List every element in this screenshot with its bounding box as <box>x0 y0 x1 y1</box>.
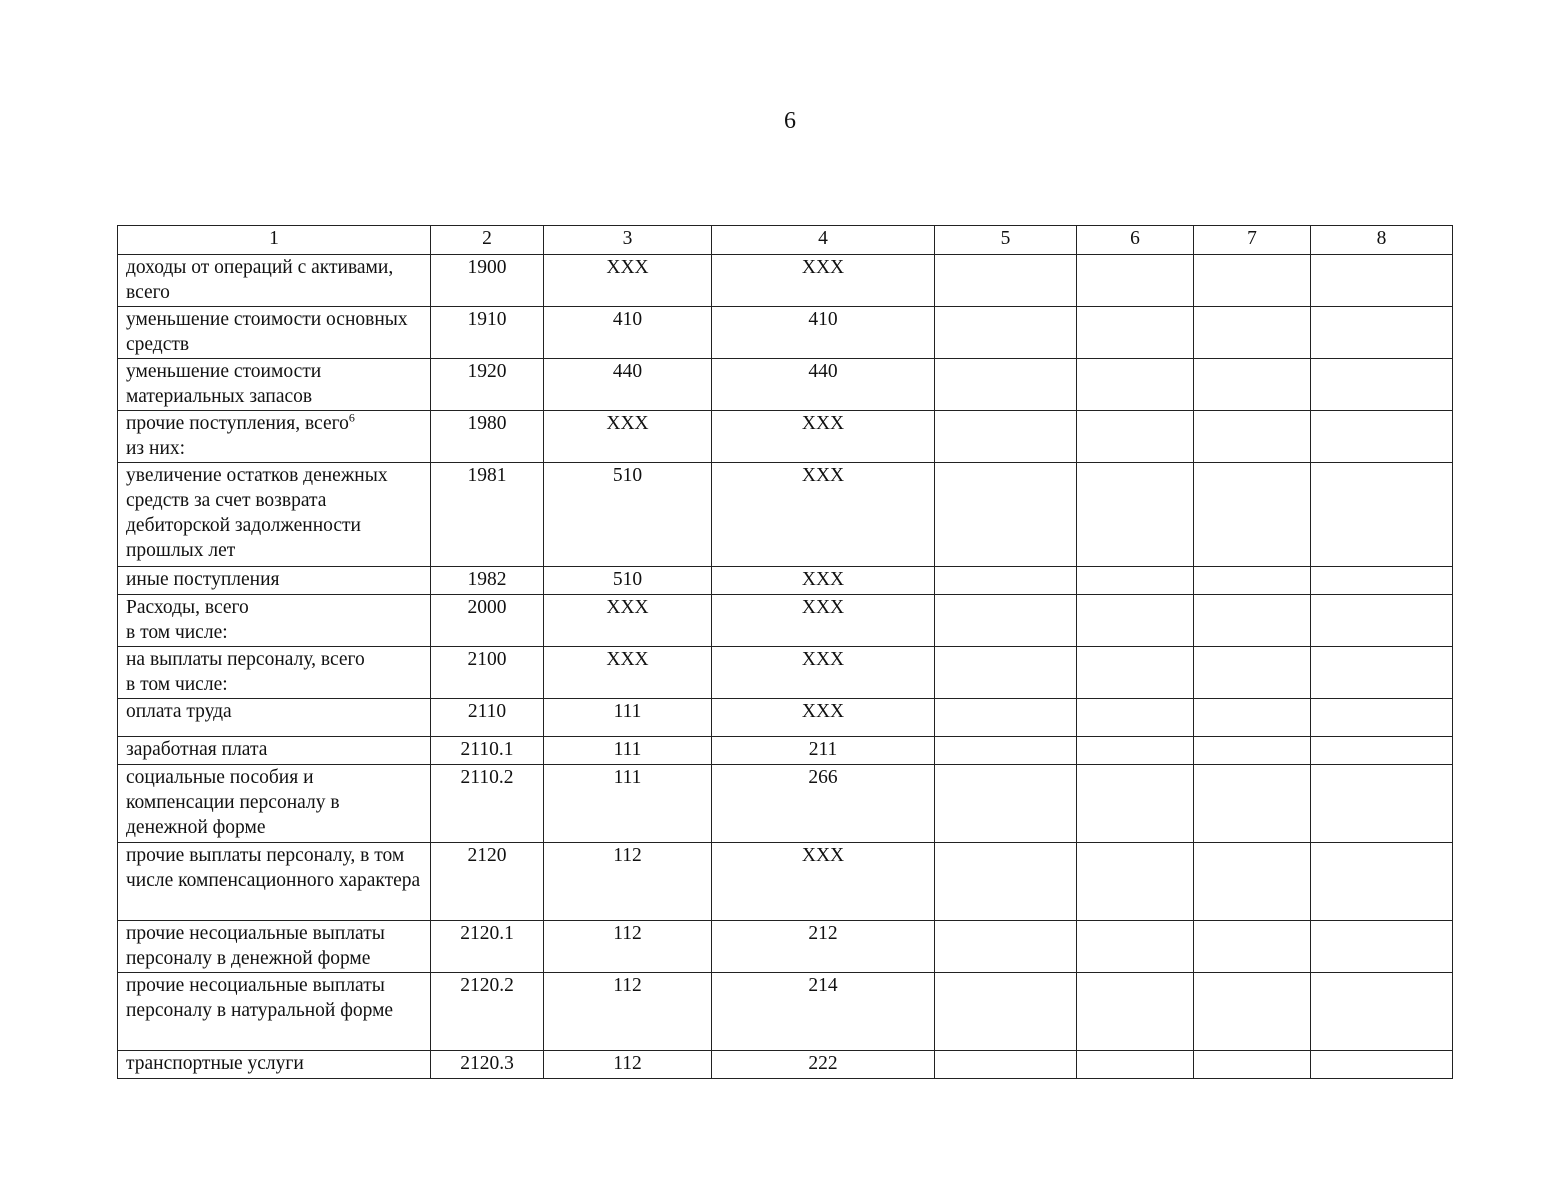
cell-c7 <box>1194 973 1311 1051</box>
cell-code: 2100 <box>431 647 544 699</box>
cell-c7 <box>1194 411 1311 463</box>
cell-kosgu-3: 111 <box>544 699 712 737</box>
table-row <box>118 359 1453 411</box>
table-row <box>118 411 1453 463</box>
cell-c8 <box>1311 737 1453 765</box>
cell-kosgu-3: XXX <box>544 647 712 699</box>
row-name-cell <box>118 973 431 1051</box>
cell-c5 <box>935 765 1077 843</box>
cell-kosgu-3: 510 <box>544 567 712 595</box>
row-name-cell <box>118 463 431 567</box>
cell-c5 <box>935 921 1077 973</box>
cell-code: 2000 <box>431 595 544 647</box>
cell-c7 <box>1194 1051 1311 1079</box>
header-row <box>118 226 1453 255</box>
row-name: социальные пособия и компенсации персоналу в денежной форме <box>126 767 340 838</box>
cell-kosgu-3: 510 <box>544 463 712 567</box>
cell-code: 2110.2 <box>431 765 544 843</box>
table-row <box>118 463 1453 567</box>
cell-c8 <box>1311 843 1453 921</box>
row-name-cell <box>118 737 431 765</box>
cell-c6 <box>1077 411 1194 463</box>
cell-code: 1920 <box>431 359 544 411</box>
row-name: иные поступления <box>126 569 280 590</box>
header-cell: 3 <box>544 226 712 255</box>
cell-c7 <box>1194 595 1311 647</box>
cell-c8 <box>1311 307 1453 359</box>
cell-c6 <box>1077 1051 1194 1079</box>
cell-kosgu-3: 111 <box>544 765 712 843</box>
cell-kosgu-3: 410 <box>544 307 712 359</box>
cell-kosgu-4: 266 <box>712 765 935 843</box>
cell-c7 <box>1194 567 1311 595</box>
table-row <box>118 307 1453 359</box>
cell-code: 1910 <box>431 307 544 359</box>
cell-c7 <box>1194 647 1311 699</box>
cell-c7 <box>1194 843 1311 921</box>
row-name: заработная плата <box>126 739 268 760</box>
table-row <box>118 765 1453 843</box>
cell-code: 2120 <box>431 843 544 921</box>
row-name: прочие поступления, всего <box>126 413 349 434</box>
row-name-subtitle: в том числе: <box>126 674 228 695</box>
row-name: прочие выплаты персоналу, в том числе компенсационного характера <box>126 845 421 891</box>
cell-c6 <box>1077 765 1194 843</box>
cell-c5 <box>935 843 1077 921</box>
row-name-cell <box>118 567 431 595</box>
cell-kosgu-4: 222 <box>712 1051 935 1079</box>
row-name: доходы от операций с активами, всего <box>126 257 394 303</box>
cell-c6 <box>1077 921 1194 973</box>
cell-c8 <box>1311 921 1453 973</box>
cell-kosgu-4: XXX <box>712 411 935 463</box>
cell-kosgu-4: XXX <box>712 463 935 567</box>
cell-c7 <box>1194 765 1311 843</box>
cell-c8 <box>1311 647 1453 699</box>
row-name: транспортные услуги <box>126 1053 304 1074</box>
cell-code: 2120.1 <box>431 921 544 973</box>
cell-c5 <box>935 737 1077 765</box>
cell-c5 <box>935 647 1077 699</box>
cell-c8 <box>1311 973 1453 1051</box>
cell-c8 <box>1311 255 1453 307</box>
footnote-ref: 6 <box>348 410 355 425</box>
header-cell: 5 <box>935 226 1077 255</box>
cell-c5 <box>935 359 1077 411</box>
cell-c8 <box>1311 595 1453 647</box>
cell-kosgu-3: XXX <box>544 255 712 307</box>
cell-kosgu-4: XXX <box>712 595 935 647</box>
row-name-cell <box>118 307 431 359</box>
cell-kosgu-4: XXX <box>712 255 935 307</box>
cell-code: 2120.3 <box>431 1051 544 1079</box>
cell-c6 <box>1077 737 1194 765</box>
cell-c5 <box>935 307 1077 359</box>
cell-kosgu-4: 212 <box>712 921 935 973</box>
cell-kosgu-4: 214 <box>712 973 935 1051</box>
header-cell: 8 <box>1311 226 1453 255</box>
table-row <box>118 699 1453 737</box>
row-name-cell <box>118 843 431 921</box>
cell-kosgu-4: XXX <box>712 647 935 699</box>
cell-c6 <box>1077 647 1194 699</box>
row-name: Расходы, всего <box>126 597 249 618</box>
cell-c6 <box>1077 567 1194 595</box>
header-cell: 6 <box>1077 226 1194 255</box>
cell-kosgu-4: 211 <box>712 737 935 765</box>
header-cell: 4 <box>712 226 935 255</box>
cell-c7 <box>1194 359 1311 411</box>
cell-c6 <box>1077 255 1194 307</box>
row-name-cell <box>118 647 431 699</box>
table-row <box>118 255 1453 307</box>
cell-kosgu-3: 440 <box>544 359 712 411</box>
cell-c6 <box>1077 307 1194 359</box>
row-name: прочие несоциальные выплаты персоналу в денежной форме <box>126 923 385 969</box>
cell-c8 <box>1311 1051 1453 1079</box>
cell-code: 1981 <box>431 463 544 567</box>
cell-code: 1980 <box>431 411 544 463</box>
row-name-cell <box>118 765 431 843</box>
row-name: увеличение остатков денежных средств за счет возврата дебиторской задолженности прошлых лет <box>126 465 388 561</box>
table-row <box>118 1051 1453 1079</box>
financial-table-container <box>117 225 1452 1079</box>
table-row <box>118 647 1453 699</box>
cell-kosgu-3: 112 <box>544 973 712 1051</box>
row-name-cell <box>118 1051 431 1079</box>
financial-table <box>117 225 1453 1079</box>
row-name-cell <box>118 595 431 647</box>
cell-c5 <box>935 699 1077 737</box>
cell-c5 <box>935 595 1077 647</box>
cell-c6 <box>1077 595 1194 647</box>
row-name-cell <box>118 359 431 411</box>
table-row <box>118 843 1453 921</box>
table-row <box>118 595 1453 647</box>
cell-c8 <box>1311 463 1453 567</box>
cell-c5 <box>935 1051 1077 1079</box>
cell-kosgu-3: XXX <box>544 595 712 647</box>
cell-c8 <box>1311 699 1453 737</box>
cell-c5 <box>935 463 1077 567</box>
cell-c5 <box>935 255 1077 307</box>
table-row <box>118 921 1453 973</box>
cell-kosgu-3: 112 <box>544 843 712 921</box>
row-name-cell <box>118 921 431 973</box>
row-name: прочие несоциальные выплаты персоналу в натуральной форме <box>126 975 394 1021</box>
row-name-cell <box>118 411 431 463</box>
cell-c5 <box>935 411 1077 463</box>
cell-c8 <box>1311 765 1453 843</box>
row-name-subtitle: в том числе: <box>126 622 228 643</box>
header-cell: 2 <box>431 226 544 255</box>
header-cell: 1 <box>118 226 431 255</box>
cell-code: 1900 <box>431 255 544 307</box>
row-name-cell <box>118 255 431 307</box>
cell-code: 1982 <box>431 567 544 595</box>
cell-c7 <box>1194 255 1311 307</box>
cell-kosgu-4: XXX <box>712 843 935 921</box>
cell-c6 <box>1077 463 1194 567</box>
cell-kosgu-4: XXX <box>712 567 935 595</box>
cell-code: 2110 <box>431 699 544 737</box>
cell-code: 2120.2 <box>431 973 544 1051</box>
cell-c7 <box>1194 463 1311 567</box>
row-name: уменьшение стоимости материальных запасов <box>126 361 322 407</box>
cell-c7 <box>1194 921 1311 973</box>
cell-c7 <box>1194 737 1311 765</box>
cell-c6 <box>1077 359 1194 411</box>
cell-c8 <box>1311 359 1453 411</box>
table-body <box>118 226 1453 1079</box>
cell-c7 <box>1194 699 1311 737</box>
cell-kosgu-4: 440 <box>712 359 935 411</box>
row-name-cell <box>118 699 431 737</box>
row-name: оплата труда <box>126 701 232 722</box>
cell-kosgu-3: 112 <box>544 1051 712 1079</box>
cell-c7 <box>1194 307 1311 359</box>
cell-c5 <box>935 973 1077 1051</box>
page-number: 6 <box>784 108 796 134</box>
cell-c8 <box>1311 411 1453 463</box>
cell-c6 <box>1077 973 1194 1051</box>
cell-kosgu-3: XXX <box>544 411 712 463</box>
row-name: на выплаты персоналу, всего <box>126 649 365 670</box>
cell-c8 <box>1311 567 1453 595</box>
cell-kosgu-3: 111 <box>544 737 712 765</box>
row-name-subtitle: из них: <box>126 438 186 459</box>
table-row <box>118 737 1453 765</box>
cell-c5 <box>935 567 1077 595</box>
table-row <box>118 973 1453 1051</box>
cell-c6 <box>1077 843 1194 921</box>
cell-kosgu-4: XXX <box>712 699 935 737</box>
cell-kosgu-3: 112 <box>544 921 712 973</box>
cell-c6 <box>1077 699 1194 737</box>
table-row <box>118 567 1453 595</box>
row-name: уменьшение стоимости основных средств <box>126 309 408 355</box>
cell-kosgu-4: 410 <box>712 307 935 359</box>
header-cell: 7 <box>1194 226 1311 255</box>
cell-code: 2110.1 <box>431 737 544 765</box>
